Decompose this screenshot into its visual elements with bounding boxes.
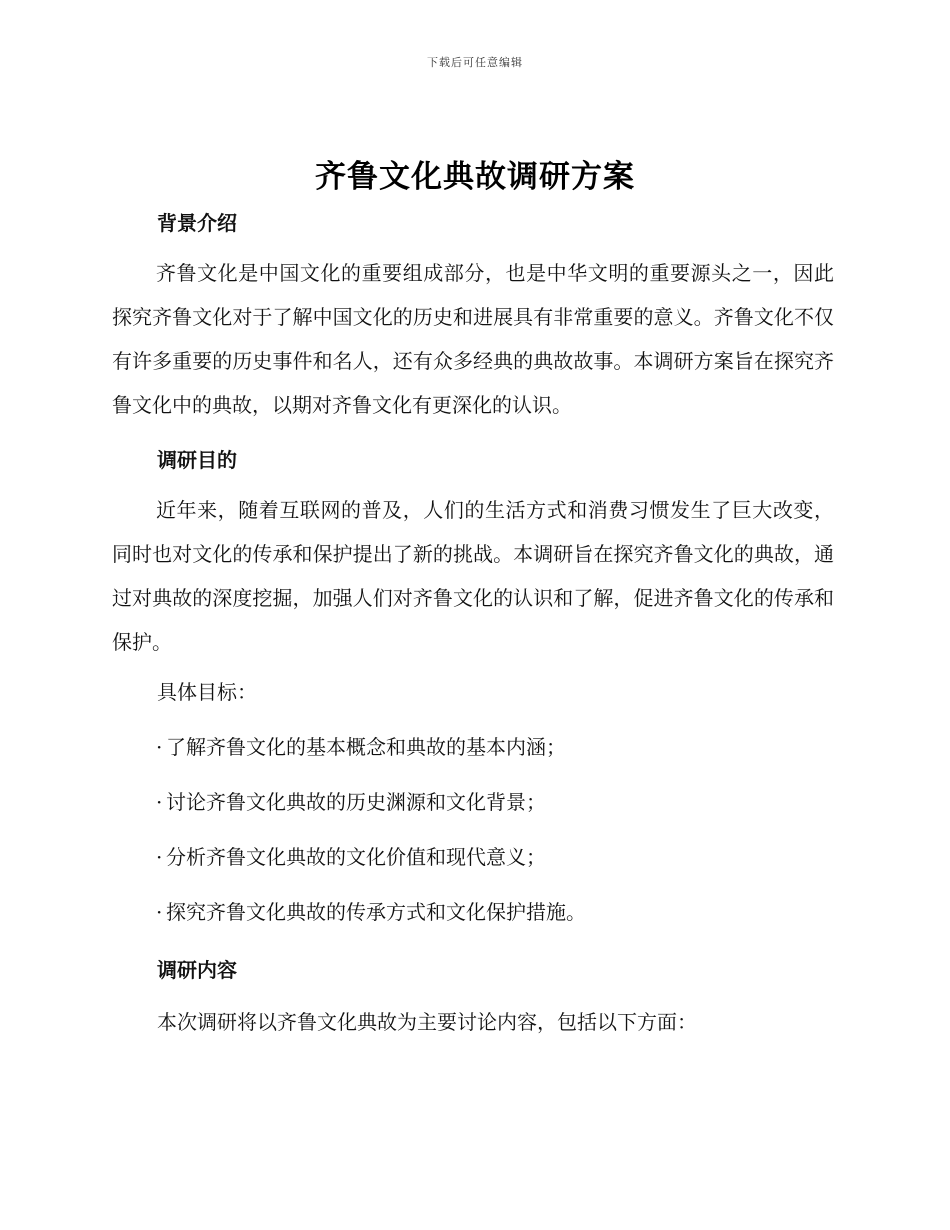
- goal-item-text: 探究齐鲁文化典故的传承方式和文化保护措施。: [166, 900, 586, 924]
- goal-item: [157, 733, 566, 761]
- goal-item: [157, 843, 546, 871]
- bullet-icon: ·: [156, 845, 163, 869]
- goals-label: 具体目标：: [157, 680, 257, 704]
- document-title: 齐鲁文化典故调研方案: [315, 159, 635, 195]
- content-intro: 本次调研将以齐鲁文化典故为主要讨论内容，包括以下方面：: [157, 1010, 697, 1034]
- goal-item: [157, 788, 546, 816]
- section-heading-background: 背景介绍: [157, 211, 237, 235]
- paragraph-purpose: 近年来，随着互联网的普及，人们的生活方式和消费习惯发生了巨大改变，同时也对文化的传承和保护提出了新的挑战。本调研旨在探究齐鲁文化的典故，通过对典故的深度挖掘，加强人们对齐鲁文化的认识和了解，促进齐鲁文化的传承和保护。: [112, 498, 834, 654]
- bullet-icon: ·: [156, 735, 163, 759]
- bullet-icon: ·: [156, 900, 163, 924]
- goal-item-text: 了解齐鲁文化的基本概念和典故的基本内涵；: [166, 735, 566, 759]
- page-header-note: 下载后可任意编辑: [427, 56, 523, 69]
- goal-item-text: 分析齐鲁文化典故的文化价值和现代意义；: [166, 845, 546, 869]
- goal-item-text: 讨论齐鲁文化典故的历史渊源和文化背景；: [166, 790, 546, 814]
- section-heading-purpose: 调研目的: [157, 448, 237, 472]
- paragraph-background: 齐鲁文化是中国文化的重要组成部分，也是中华文明的重要源头之一，因此探究齐鲁文化对于了解中国文化的历史和进展具有非常重要的意义。齐鲁文化不仅有许多重要的历史事件和名人，还有众多经典的典故故事。本调研方案旨在探究齐鲁文化中的典故，以期对齐鲁文化有更深化的认识。: [112, 261, 834, 417]
- bullet-icon: ·: [156, 790, 163, 814]
- goal-item: [157, 898, 586, 926]
- section-heading-content: 调研内容: [157, 958, 237, 982]
